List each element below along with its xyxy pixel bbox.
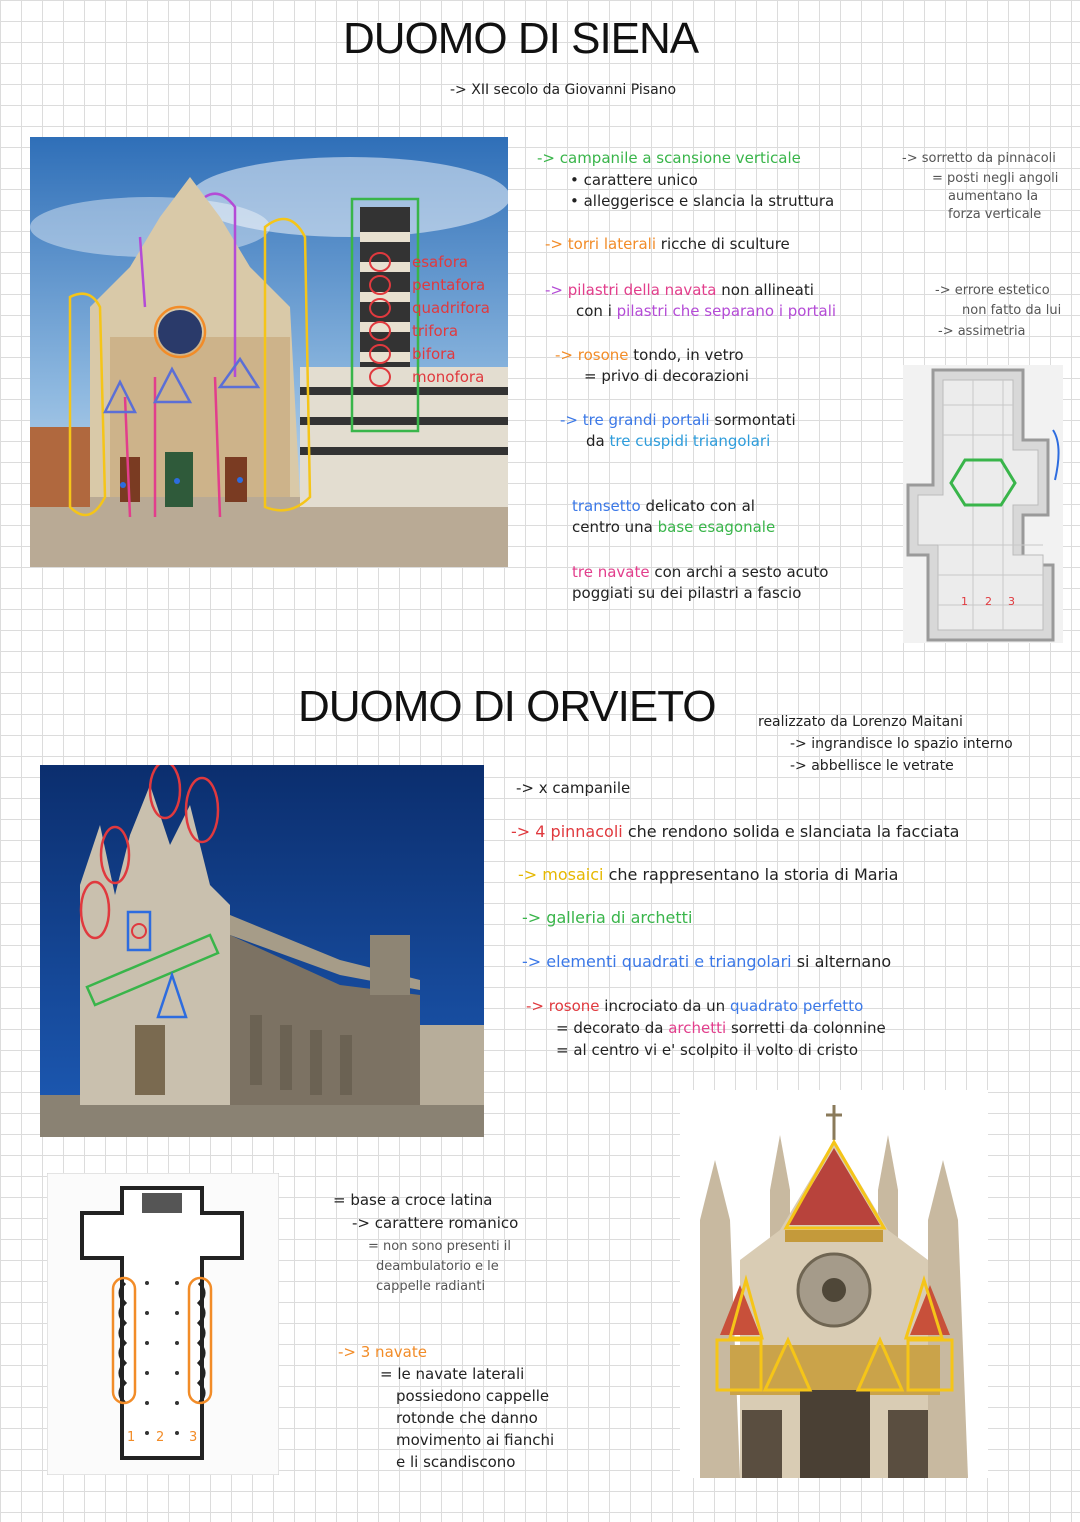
side-note-line-3: aumentano la [948, 189, 1039, 204]
transetto-key: transetto [572, 497, 641, 515]
orvieto-note-galleria-arrow: -> [522, 908, 542, 927]
rosone-note [555, 345, 744, 365]
orvieto-navate-line-2: possiedono cappelle [396, 1387, 550, 1405]
orvieto-rosone-line2b: archetti [668, 1019, 727, 1037]
orvieto-note-pinnacoli-rest: che rendono solida e slanciata la facciata [627, 822, 960, 841]
pilastri-line2a: con i [576, 302, 612, 320]
orvieto-rosone-key: rosone [548, 997, 600, 1015]
portali-rest: sormontati [714, 411, 796, 429]
siena-plan-number-3: 3 [1008, 595, 1015, 608]
orvieto-navate-title: -> 3 navate [338, 1343, 427, 1361]
portali-line-2 [586, 431, 770, 451]
siena-title: DUOMO DI SIENA [343, 14, 699, 63]
errore-line-3: -> assimetria [938, 324, 1026, 339]
orvieto-note-mosaici [518, 865, 898, 885]
pilastri-key: pilastri della navata [567, 281, 717, 299]
navate-key: tre navate [572, 563, 650, 581]
portali-note [560, 410, 796, 430]
side-note-line-4: forza verticale [948, 207, 1042, 222]
orvieto-navate-line-4: movimento ai fianchi [396, 1431, 555, 1449]
transetto-line-2 [572, 517, 775, 537]
pilastri-rest: non allineati [721, 281, 814, 299]
base-line-1: = base a croce latina [333, 1191, 493, 1209]
orvieto-note-galleria-key: galleria di archetti [546, 908, 693, 927]
portali-arrow: -> [560, 411, 578, 429]
orvieto-note-elementi-rest: si alternano [796, 952, 892, 971]
orvieto-rosone-line-3: = al centro vi e' scolpito il volto di cristo [556, 1041, 859, 1059]
siena-floor-plan [903, 365, 1063, 643]
side-note-line-2: = posti negli angoli [932, 171, 1059, 186]
errore-line-2: non fatto da lui [962, 303, 1062, 318]
errore-line-1: -> errore estetico [935, 283, 1050, 298]
portali-key: tre grandi portali [582, 411, 710, 429]
siena-plan-number-2: 2 [985, 595, 992, 608]
transetto-line2a: centro una [572, 518, 653, 536]
orvieto-note-galleria [522, 908, 692, 928]
orvieto-note-pinnacoli-key: pinnacoli [550, 822, 623, 841]
orvieto-note-campanile [516, 778, 630, 798]
torri-arrow: -> [545, 235, 563, 253]
base-note-line-3: cappelle radianti [376, 1279, 486, 1294]
pilastri-arrow: -> [545, 281, 563, 299]
orvieto-note-elementi [522, 952, 891, 972]
orvieto-cathedral-photo [40, 765, 484, 1137]
orvieto-rosone-line-2 [556, 1018, 886, 1038]
transetto-line2b: base esagonale [657, 518, 776, 536]
orvieto-title: DUOMO DI ORVIETO [298, 682, 716, 731]
rosone-line-2: = privo di decorazioni [584, 367, 749, 385]
side-note-line-1: -> sorretto da pinnacoli [902, 151, 1056, 166]
siena-plan-number-1: 1 [961, 595, 968, 608]
orvieto-navate-line-5: e li scandiscono [396, 1453, 516, 1471]
orvieto-plan-number-2: 2 [156, 1430, 165, 1445]
transetto-rest: delicato con al [645, 497, 755, 515]
orvieto-rosone-line2a: = decorato da [556, 1019, 664, 1037]
orvieto-note-mosaici-arrow: -> [518, 865, 538, 884]
base-note-line-2: deambulatorio e le [376, 1259, 499, 1274]
siena-subtitle: -> XII secolo da Giovanni Pisano [450, 82, 677, 98]
orvieto-rosone-line2c: sorretti da colonnine [730, 1019, 886, 1037]
legend-bifora: bifora [412, 345, 456, 363]
torri-note [545, 234, 790, 254]
pilastri-note [545, 280, 814, 300]
campanile-item-1: • carattere unico [570, 171, 698, 189]
torri-rest: ricche di sculture [660, 235, 790, 253]
campanile-item-2: • alleggerisce e slancia la struttura [570, 192, 835, 210]
orvieto-note-elementi-key: elementi quadrati e triangolari [546, 952, 792, 971]
orvieto-plan-number-1: 1 [127, 1430, 136, 1445]
base-line-2: -> carattere romanico [352, 1214, 519, 1232]
base-note-line-1: = non sono presenti il [368, 1239, 512, 1254]
orvieto-navate-line-1: = le navate laterali [380, 1365, 525, 1383]
orvieto-note-pinnacoli [511, 822, 959, 842]
transetto-note [572, 496, 755, 516]
portali-line2a: da [586, 432, 605, 450]
orvieto-rosone-rest: incrociato da un [604, 997, 726, 1015]
orvieto-note-mosaici-rest: che rappresentano la storia di Maria [608, 865, 899, 884]
rosone-arrow: -> [555, 346, 573, 364]
legend-esafora: esafora [412, 253, 469, 271]
pilastri-line2b: pilastri che separano i portali [616, 302, 837, 320]
portali-line2b: tre cuspidi triangolari [609, 432, 771, 450]
rosone-key: rosone [577, 346, 629, 364]
legend-quadrifora: quadrifora [412, 299, 490, 317]
navate-note [572, 562, 828, 582]
realizzato-line-3: -> abbellisce le vetrate [790, 758, 954, 774]
realizzato-line-2: -> ingrandisce lo spazio interno [790, 736, 1013, 752]
torri-key: torri laterali [567, 235, 656, 253]
navate-line-2: poggiati su dei pilastri a fascio [572, 584, 802, 602]
orvieto-facade-photo [680, 1090, 988, 1478]
rosone-rest: tondo, in vetro [633, 346, 744, 364]
legend-monofora: monofora [412, 368, 485, 386]
orvieto-rosone-note [526, 996, 863, 1016]
legend-pentafora: pentafora [412, 276, 486, 294]
orvieto-floor-plan [47, 1173, 279, 1475]
legend-trifora: trifora [412, 322, 459, 340]
orvieto-note-campanile-arrow: -> [516, 779, 534, 797]
orvieto-rosone-key2: quadrato perfetto [729, 997, 864, 1015]
orvieto-note-pinnacoli-arrow: -> 4 [511, 822, 546, 841]
campanile-heading: -> campanile a scansione verticale [537, 149, 801, 167]
siena-cathedral-photo [30, 137, 508, 567]
orvieto-plan-number-3: 3 [189, 1430, 198, 1445]
orvieto-rosone-arrow: -> [526, 997, 544, 1015]
navate-rest: con archi a sesto acuto [654, 563, 829, 581]
orvieto-navate-line-3: rotonde che danno [396, 1409, 538, 1427]
realizzato-line-1: realizzato da Lorenzo Maitani [758, 714, 963, 730]
orvieto-note-campanile-rest: x campanile [538, 779, 631, 797]
orvieto-note-elementi-arrow: -> [522, 952, 542, 971]
pilastri-note-line-2 [576, 301, 836, 321]
orvieto-note-mosaici-key: mosaici [542, 865, 604, 884]
